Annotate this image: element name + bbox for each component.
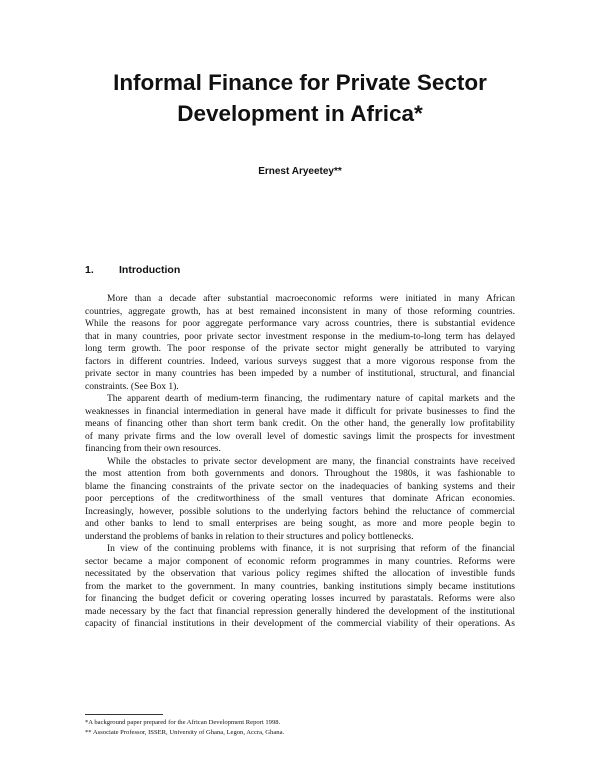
paragraph — [85, 393, 515, 456]
section-heading — [85, 264, 525, 276]
paragraph — [85, 456, 515, 544]
paragraph-line: blame the financing constraints of the private sector on the inadequacies of banking systems and their — [85, 481, 515, 492]
paper-title — [60, 67, 540, 129]
paragraph-line: means of financing other than short term bank credit. On the other hand, the generally low profitability — [85, 419, 515, 429]
paragraph-line: private sector in many countries has been impeded by a number of institutional, structural, and financial — [85, 369, 515, 379]
paragraph-line: for financing the budget deficit or covering operating losses incurred by parastatals. Reforms were also — [85, 594, 515, 604]
paragraph-line: poor perceptions of the creditworthiness of the small ventures that dominate African economies. — [85, 494, 515, 504]
paragraph-line: constraints. (See Box 1). — [85, 381, 179, 392]
footnote: ** Associate Professor, ISSER, University of Ghana, Legon, Accra, Ghana. — [85, 728, 285, 736]
footnote: *A background paper prepared for the African Development Report 1998. — [85, 719, 281, 726]
paragraph-line: While the obstacles to private sector development are many, the financial constraints have received — [107, 456, 515, 467]
paragraph-line: countries, aggregate growth, has at best remained inconsistent in many of those reforming countries. — [85, 306, 515, 317]
footnotes — [85, 718, 515, 737]
title-line: Development in Africa* — [177, 101, 423, 126]
paragraph-line: More than a decade after substantial macroeconomic reforms were initiated in many African — [107, 294, 515, 304]
paragraph-line: understand the problems of banks in relation to their structures and policy bottlenecks. — [85, 531, 414, 542]
paragraph-line: and other banks to lend to small enterprises are being sought, as more and more people begin to — [85, 519, 515, 529]
paragraph-line: that in many countries, poor private sector investment response in the medium-to-long term has delayed — [85, 331, 515, 342]
paragraph-line: long term growth. The poor response of the private sector might generally be attributed to varying — [85, 344, 515, 354]
paragraph-line: capacity of financial institutions in their development of the commercial viability of their operations. As — [85, 619, 515, 629]
paragraph-line: factors in different countries. Indeed, various surveys suggest that a more vigorous response from the — [85, 356, 515, 367]
paragraph — [85, 293, 515, 393]
paragraph-line: of many private firms and the low overall level of domestic savings limit the prospects for investment — [85, 431, 515, 442]
paragraph-line: Increasingly, however, possible solutions to the underlying factors behind the reluctance of commercial — [85, 506, 515, 517]
paragraph-line: weaknesses in financial intermediation in general have made it difficult for private businesses to find the — [85, 406, 515, 417]
paragraph-line: While the reasons for poor aggregate performance vary across countries, there is substantial evidence — [85, 319, 515, 329]
paragraph-line: The apparent dearth of medium-term financing, the rudimentary nature of capital markets and the — [107, 394, 515, 404]
paragraph-line: sector became a major component of economic reform programmes in many countries. Reforms were — [85, 556, 515, 567]
footnote-rule — [85, 714, 163, 715]
paragraph — [85, 543, 515, 631]
section-title: Introduction — [119, 264, 181, 276]
paragraph-line: from the market to the government. In many countries, banking institutions simply became institutions — [85, 581, 515, 592]
section-number: 1. — [85, 264, 94, 276]
paragraph-line: necessitated by the observation that various policy regimes shifted the allocation of investible funds — [85, 569, 515, 579]
paragraph-line: the most attention from both governments and donors. Throughout the 1980s, it was fashionable to — [85, 469, 515, 479]
paragraph-line: made necessary by the fact that financial repression generally hindered the development of the institutional — [85, 606, 515, 617]
body-text — [85, 293, 515, 631]
paragraph-line: financing from their own resources. — [85, 444, 221, 454]
paragraph-line: In view of the continuing problems with finance, it is not surprising that reform of the financial — [107, 544, 515, 554]
author-name: Ernest Aryeetey** — [258, 166, 342, 177]
title-line: Informal Finance for Private Sector — [113, 70, 487, 95]
